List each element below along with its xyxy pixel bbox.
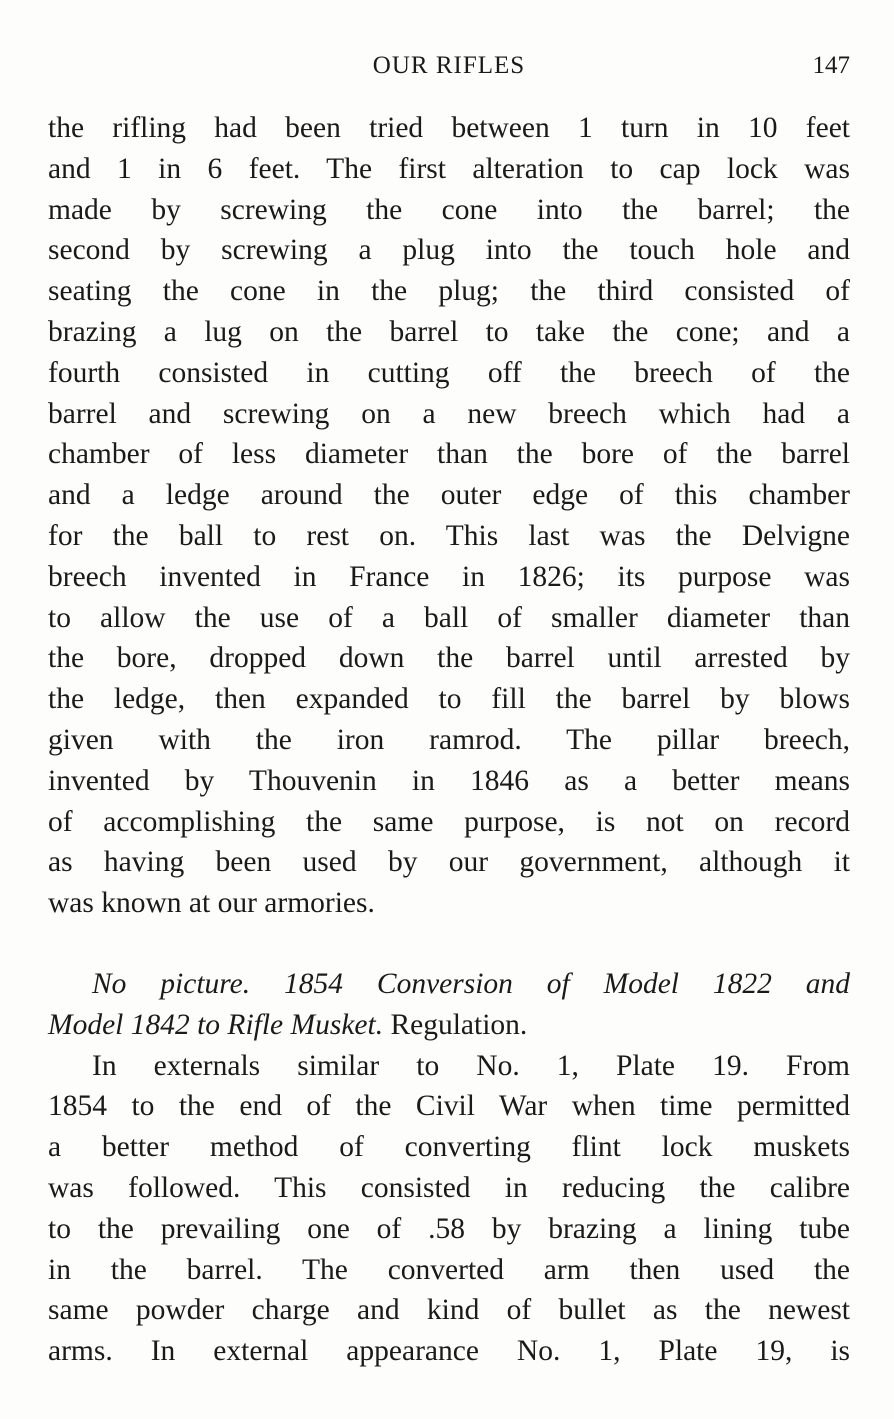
text-line: In externals similar to No. 1, Plate 19. From [92, 1049, 850, 1082]
text-line: barrel and screwing on a new breech which had a [48, 397, 850, 430]
entry-heading [48, 964, 850, 1046]
text-line: to allow the use of a ball of smaller diameter than [48, 601, 850, 634]
text-line: the bore, dropped down the barrel until arrested by [48, 642, 850, 675]
text-line: 1854 to the end of the Civil War when time permitted [48, 1090, 850, 1123]
entry-title-line [48, 1005, 850, 1046]
section-gap [48, 924, 850, 964]
entry-title-italic: Model 1842 to Rifle Musket. [48, 1008, 384, 1041]
page-number: 147 [812, 52, 850, 79]
entry-title-line: No picture. 1854 Conversion of Model 1822 and [92, 967, 850, 1000]
running-title: OUR RIFLES [372, 52, 526, 79]
text-line: in the barrel. The converted arm then used the [48, 1253, 850, 1286]
text-line: arms. In external appearance No. 1, Plate 19, is [48, 1335, 850, 1368]
entry-status: Regulation. [390, 1008, 528, 1041]
paragraph-1854-conversion [48, 1046, 850, 1372]
text-line: to the prevailing one of .58 by brazing a lining tube [48, 1212, 850, 1245]
text-line: as having been used by our government, although it [48, 846, 850, 879]
text-line: brazing a lug on the barrel to take the cone; and a [48, 315, 850, 348]
text-line: was followed. This consisted in reducing the calibre [48, 1171, 850, 1204]
text-line: for the ball to rest on. This last was the Delvigne [48, 519, 850, 552]
text-line: the ledge, then expanded to fill the barrel by blows [48, 683, 850, 716]
text-line: was known at our armories. [48, 887, 375, 920]
text-line: chamber of less diameter than the bore of the barrel [48, 438, 850, 471]
text-line: fourth consisted in cutting off the breech of the [48, 356, 850, 389]
paragraph-rifling-conversion [48, 108, 850, 924]
text-line: second by screwing a plug into the touch hole and [48, 234, 850, 267]
text-line: made by screwing the cone into the barrel; the [48, 193, 850, 226]
body-text [48, 108, 850, 1372]
text-line: the rifling had been tried between 1 turn in 10 feet [48, 112, 850, 144]
text-line: of accomplishing the same purpose, is not on record [48, 805, 850, 838]
text-line: same powder charge and kind of bullet as the newest [48, 1294, 850, 1327]
running-head [48, 48, 850, 84]
text-line: seating the cone in the plug; the third consisted of [48, 275, 850, 308]
text-line: breech invented in France in 1826; its purpose was [48, 560, 850, 593]
text-line: and 1 in 6 feet. The first alteration to cap lock was [48, 152, 850, 185]
text-line: and a ledge around the outer edge of this chamber [48, 479, 850, 512]
text-line: given with the iron ramrod. The pillar breech, [48, 723, 850, 756]
text-line: invented by Thouvenin in 1846 as a better means [48, 764, 850, 797]
text-line: a better method of converting flint lock muskets [48, 1131, 850, 1164]
